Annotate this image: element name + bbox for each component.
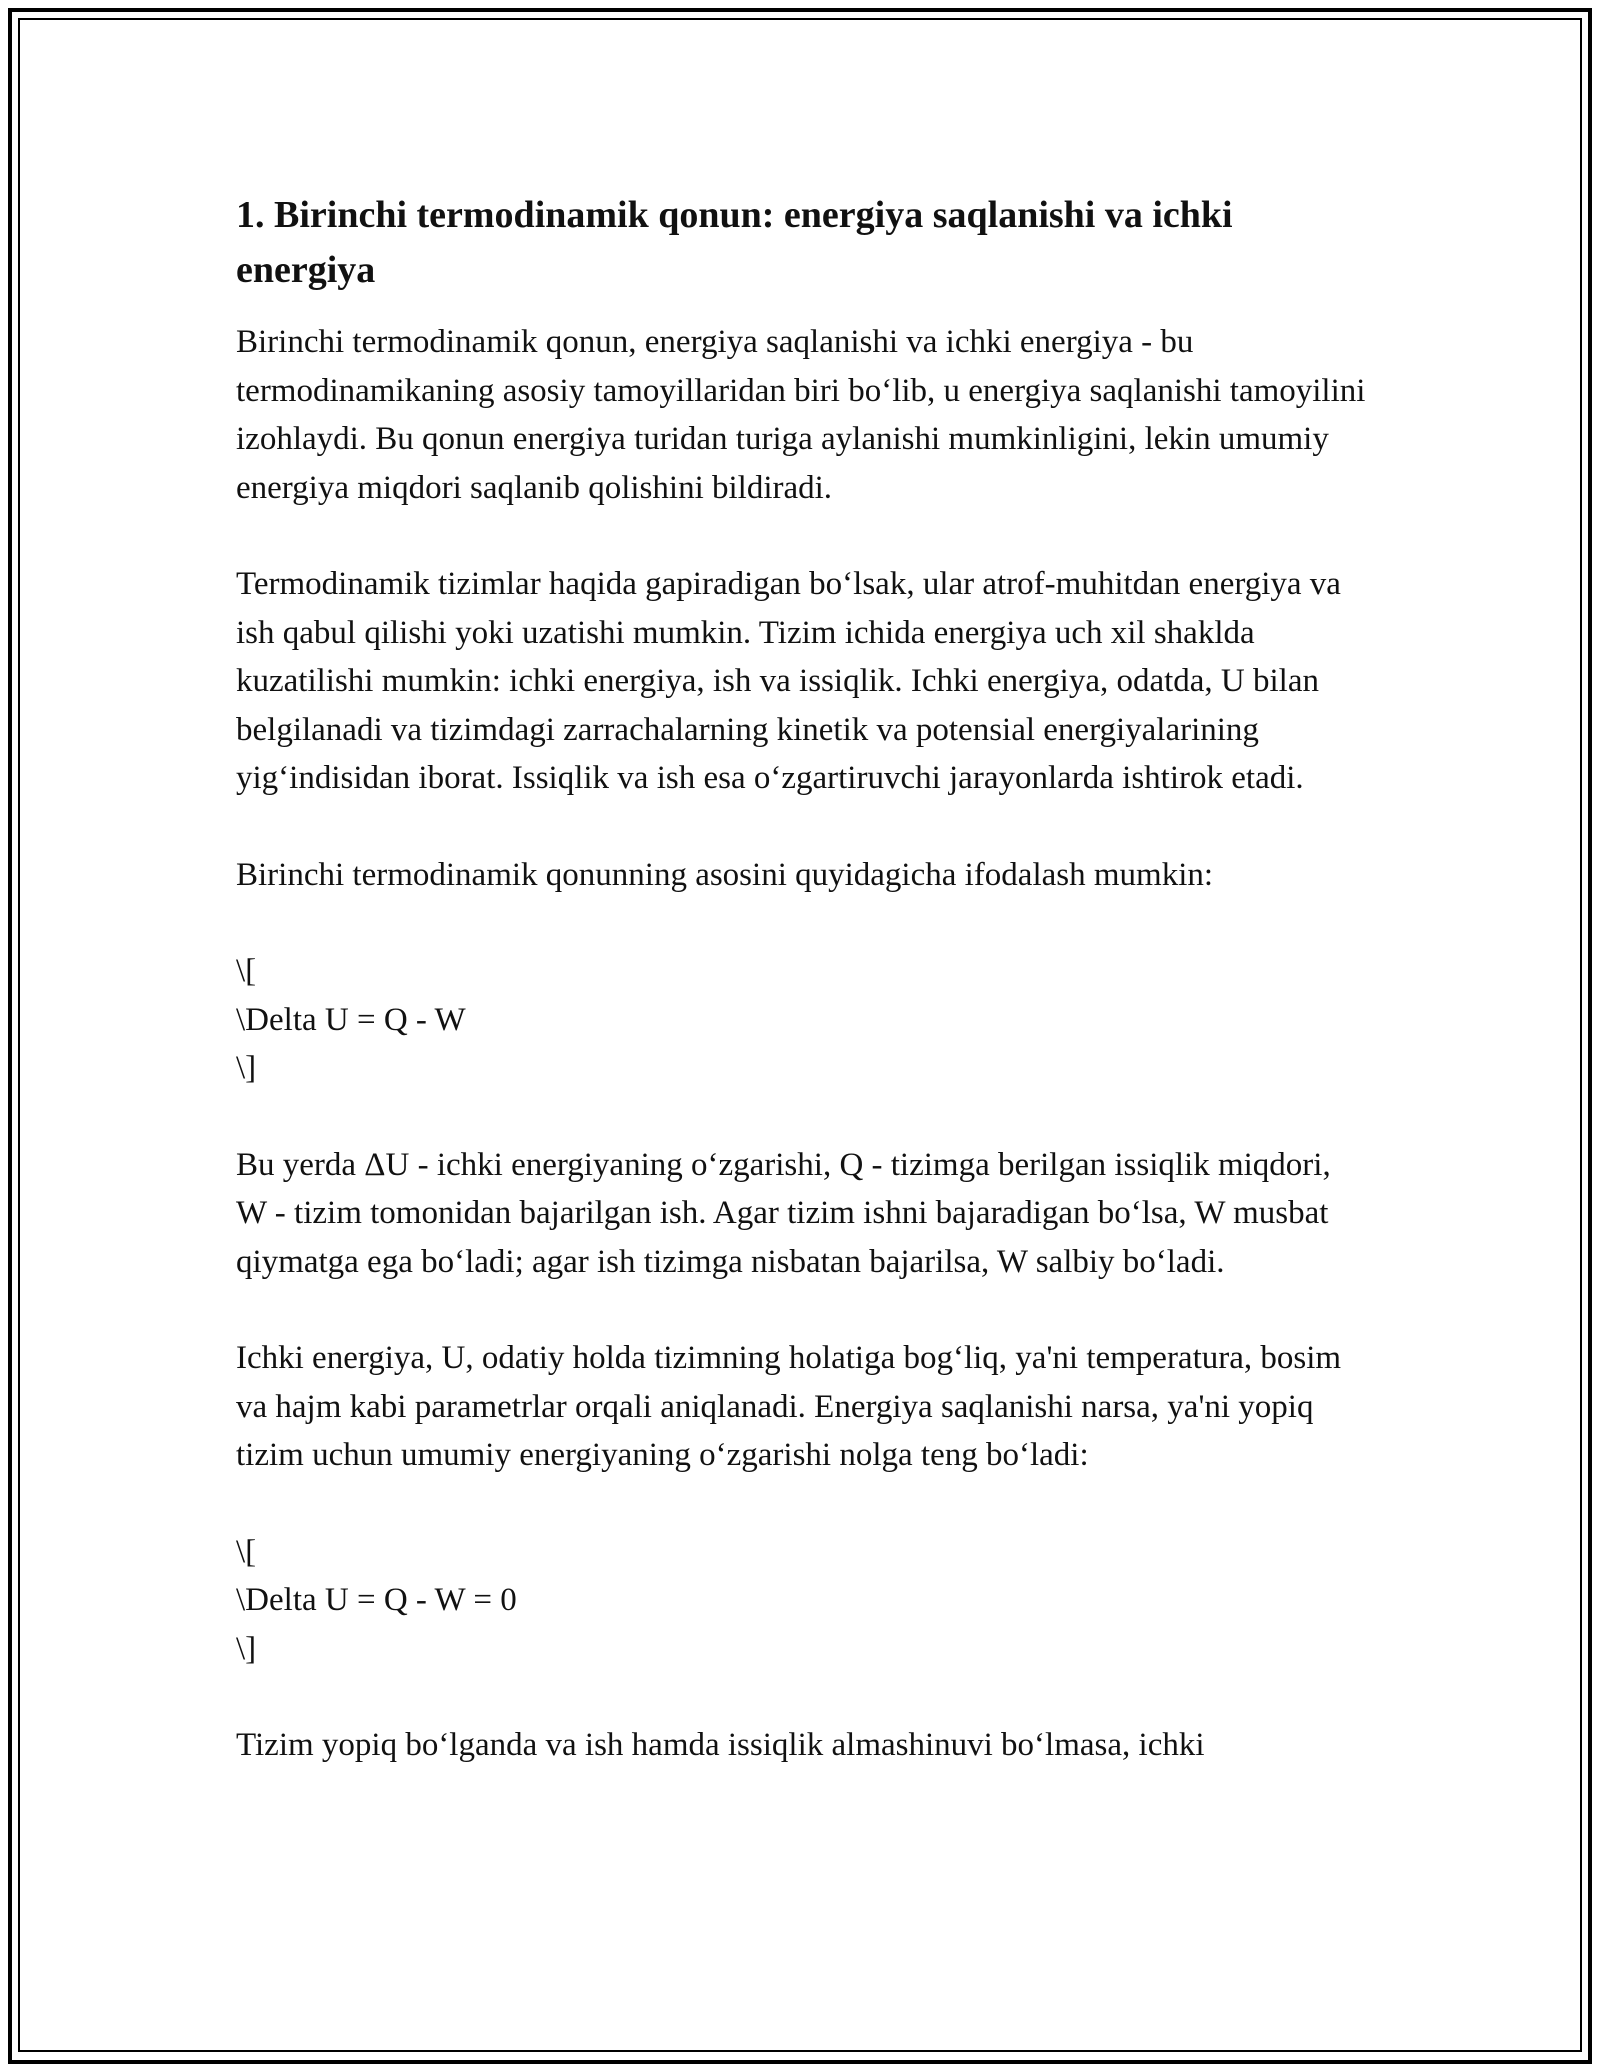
document-body xyxy=(236,188,1366,1818)
section-heading: 1. Birinchi termodinamik qonun: energiya saqlanishi va ichki energiya xyxy=(236,194,1233,291)
formula-first-law: \[ \Delta U = Q - W \] xyxy=(236,953,466,1086)
paragraph-formula-intro: Birinchi termodinamik qonunning asosini quyidagicha ifodalash mumkin: xyxy=(236,856,1214,893)
paragraph-internal-energy: Ichki energiya, U, odatiy holda tizimning holatiga bog‘liq, ya'ni temperatura, bosim va hajm kabi parametrlar orqali aniqlanadi. Energiya saqlanishi narsa, ya'ni yopiq tizim uchun umumiy energiyaning o‘zgarishi nolga teng bo‘ladi: xyxy=(236,1340,1342,1473)
paragraph-formula-explanation: Bu yerda ΔU - ichki energiyaning o‘zgarishi, Q - tizimga berilgan issiqlik miqdori, W - tizim tomonidan bajarilgan ish. Agar tizim ishni bajaradigan bo‘lsa, W musbat qiymatga ega bo‘ladi; agar ish tizimga nisbatan bajarilsa, W salbiy bo‘ladi. xyxy=(236,1146,1331,1280)
paragraph-intro: Birinchi termodinamik qonun, energiya saqlanishi va ichki energiya - bu termodinamikaning asosiy tamoyillaridan biri bo‘lib, u energiya saqlanishi tamoyilini izohlaydi. Bu qonun energiya turidan turiga aylanishi mumkinligini, lekin umumiy energiya miqdori saqlanib qolishini bildiradi. xyxy=(236,324,1366,506)
paragraph-systems: Termodinamik tizimlar haqida gapiradigan bo‘lsak, ular atrof-muhitdan energiya va ish qabul qilishi yoki uzatishi mumkin. Tizim ichida energiya uch xil shaklda kuzatilishi mumkin: ichki energiya, ish va issiqlik. Ichki energiya, odatda, U bilan belgilanadi va tizimdagi zarrachalarning kinetik va potensial energiyalarining yig‘indisidan iborat. Issiqlik va ish esa o‘zgartiruvchi jarayonlarda ishtirok etadi. xyxy=(236,566,1341,796)
formula-closed-system: \[ \Delta U = Q - W = 0 \] xyxy=(236,1533,517,1667)
paragraph-closing: Tizim yopiq bo‘lganda va ish hamda issiqlik almashinuvi bo‘lmasa, ichki xyxy=(236,1727,1205,1763)
